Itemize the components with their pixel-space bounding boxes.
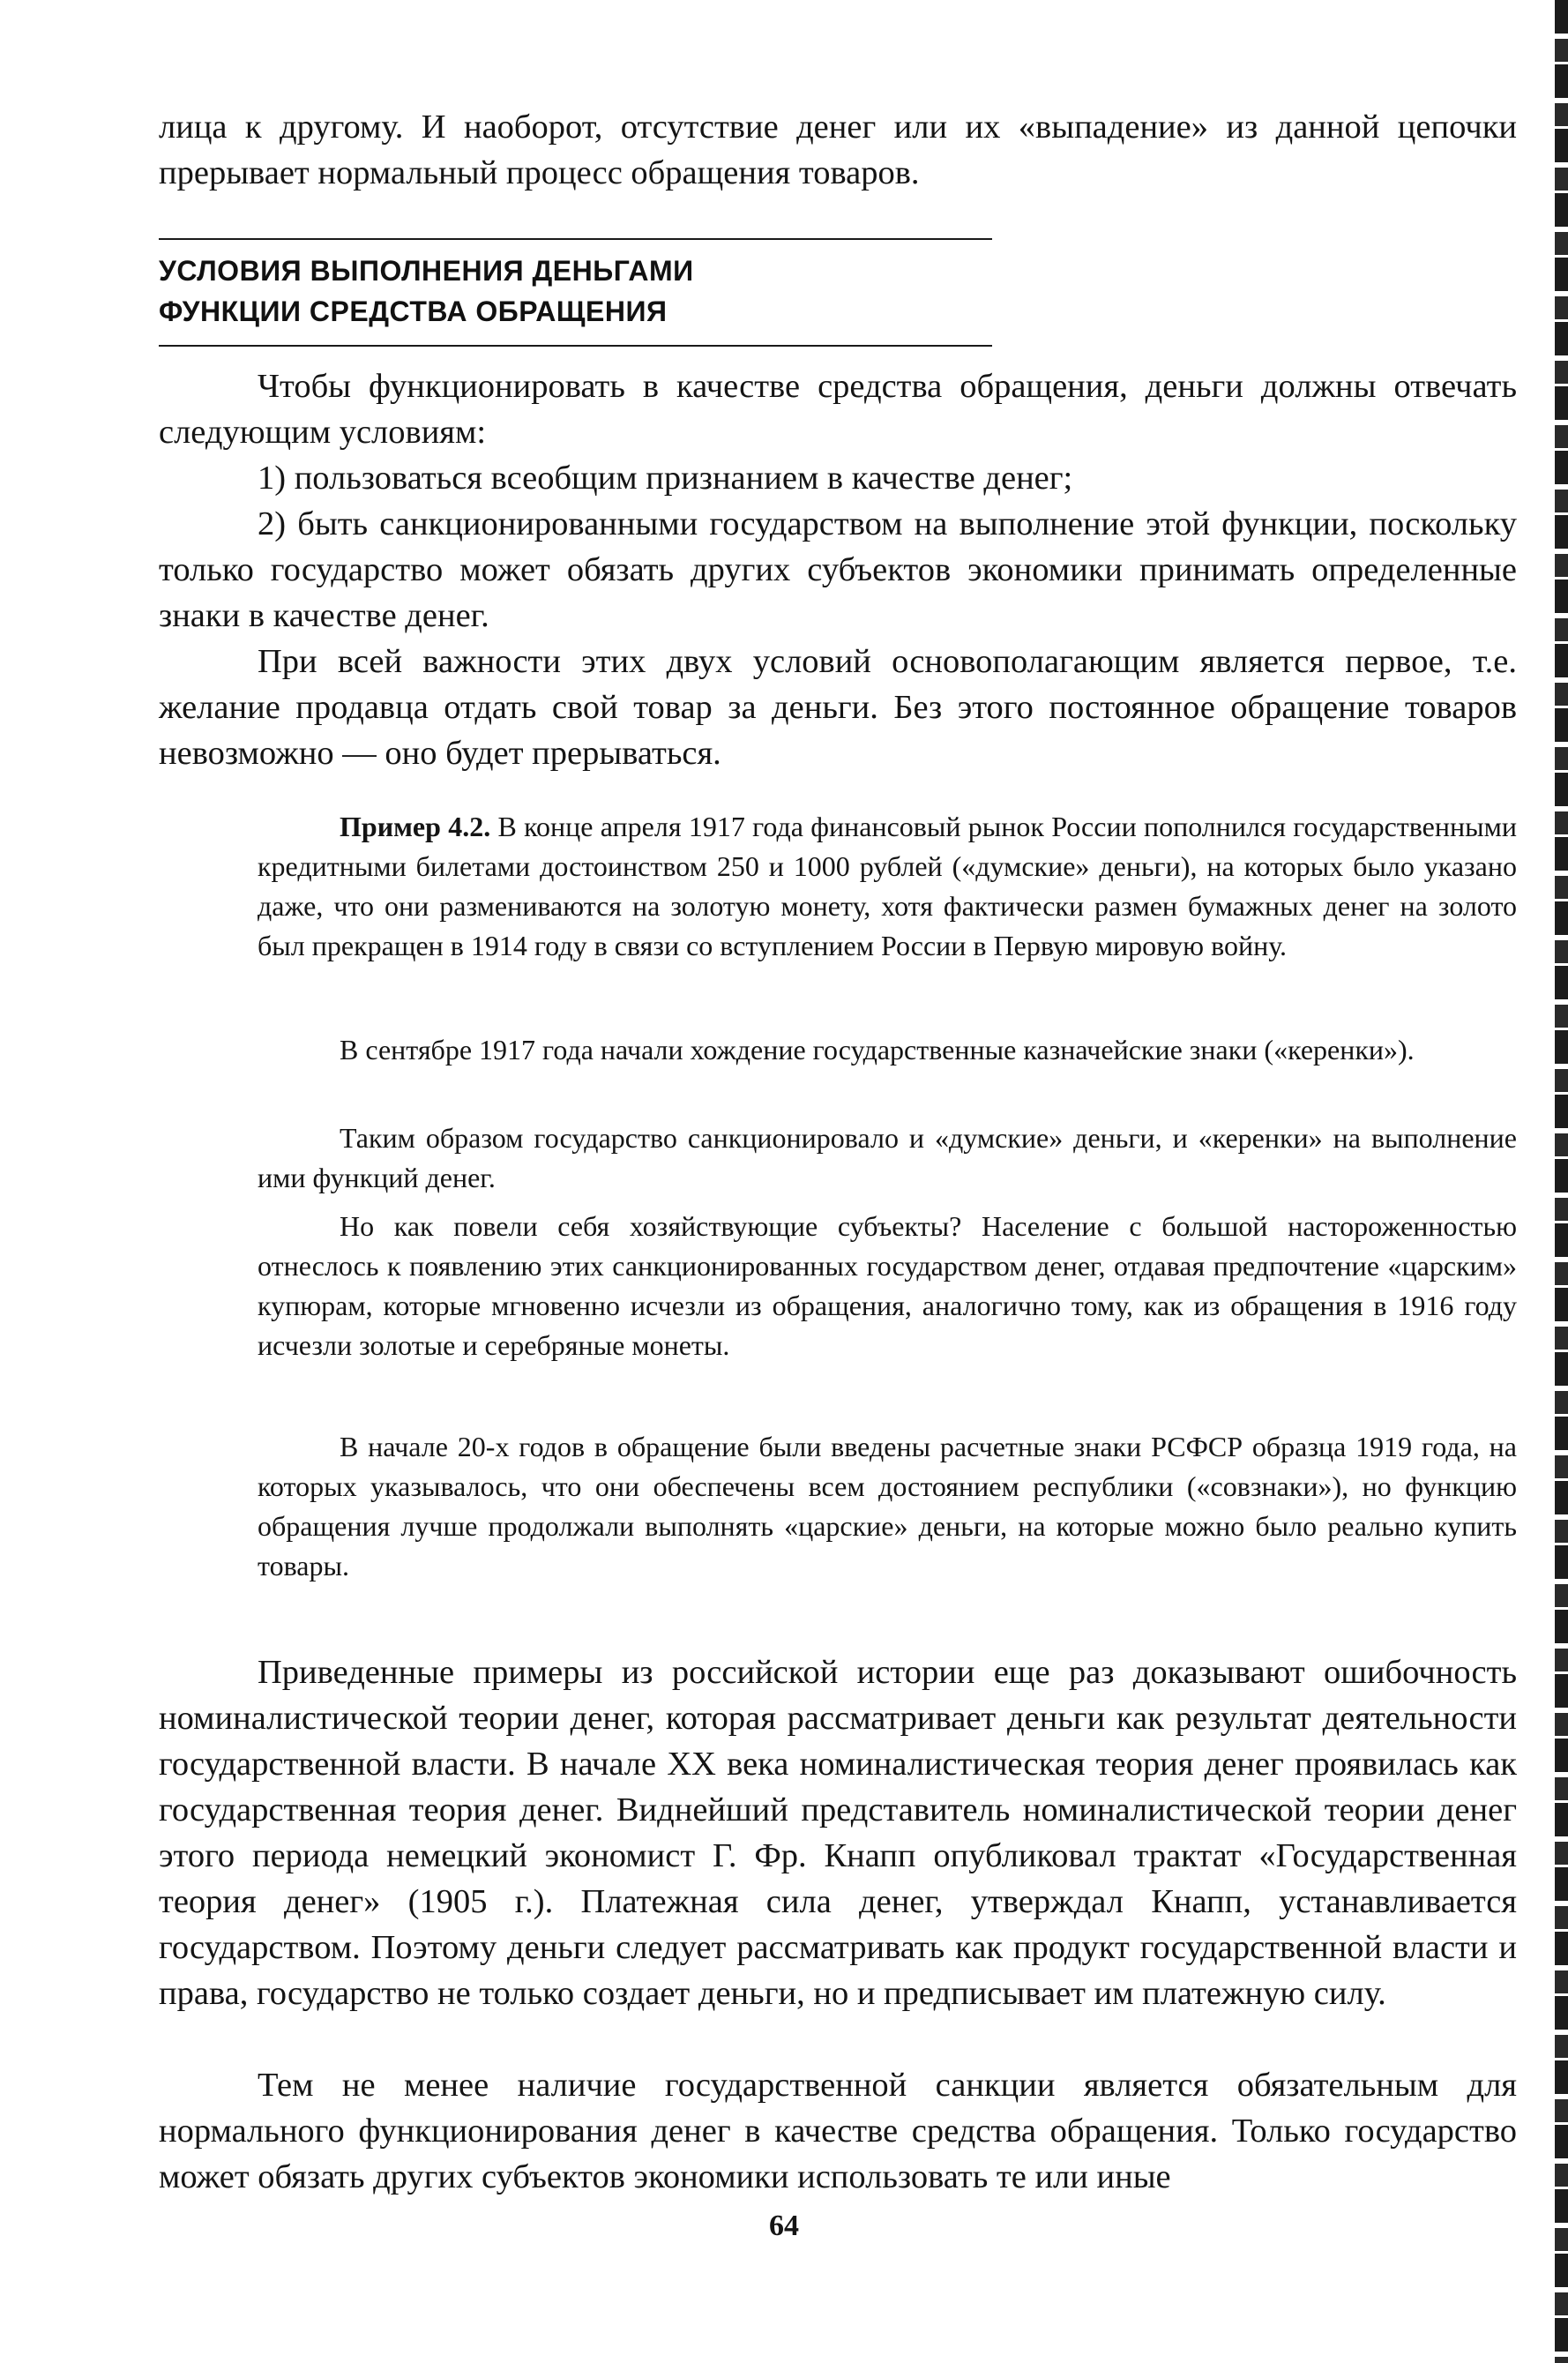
scan-edge-mark	[1555, 0, 1568, 2363]
condition-2: 2) быть санкционированными государством на выполнение этой функции, поскольку только государство может обязать других субъектов экономики принимать определенные знаки в качестве денег.	[159, 505, 1517, 634]
example-paragraph-2: В сентябре 1917 года начали хождение государственные казначейские знаки («керенки»).	[340, 1034, 1415, 1066]
section-title	[159, 251, 992, 332]
example-text-1: В конце апреля 1917 года финансовый рынок России пополнился государственными кредитными билетами достоинством 250 и 1000 рублей («думские» деньги), на которых было указано даже, что они размениваются на золотую монету, хотя фактически размен бумажных денег на золото был прекращен в 1914 году в связи со вступлением России в Первую мировую войну.	[258, 811, 1518, 961]
section-bottom-rule	[159, 345, 992, 347]
example-paragraph-3: Таким образом государство санкционировало и «думские» деньги, и «керенки» на выполнение ими функций денег.	[258, 1122, 1517, 1193]
continuation-paragraph: лица к другому. И наоборот, отсутствие денег или их «выпадение» из данной цепочки прерывает нормальный процесс обращения товаров.	[159, 108, 1517, 191]
body-paragraph-1: Чтобы функционировать в качестве средства обращения, деньги должны отвечать следующим условиям:	[159, 368, 1517, 451]
example-label: Пример 4.2.	[340, 811, 491, 842]
section-top-rule	[159, 238, 992, 240]
conclusion-paragraph-1: Приведенные примеры из российской истории еще раз доказывают ошибочность номиналистической теории денег, которая рассматривает деньги как результат деятельности государственной власти. В начале XX века номиналистическая теория денег проявилась как государственная теория денег. Виднейший представитель номиналистической теории денег этого периода немецкий экономист Г. Фр. Кнапп опубликовал трактат «Государственная теория денег» (1905 г.). Платежная сила денег, утверждал Кнапп, устанавливается государством. Поэтому деньги следует рассматривать как продукт государственной власти и права, государство не только создает деньги, но и предписывает им платежную силу.	[159, 1654, 1517, 2012]
conclusion-paragraph-2: Тем не менее наличие государственной санкции является обязательным для нормального функционирования денег в качестве средства обращения. Только государство может обязать других субъектов экономики использовать те или иные	[159, 2067, 1517, 2195]
example-paragraph-1	[258, 807, 1517, 966]
condition-1: 1) пользоваться всеобщим признанием в качестве денег;	[258, 460, 1073, 497]
body-paragraph-4: При всей важности этих двух условий основополагающим является первое, т.е. желание продавца отдать свой товар за деньги. Без этого постоянное обращение товаров невозможно — оно будет прерываться.	[159, 643, 1517, 772]
section-title-line-2: ФУНКЦИИ СРЕДСТВА ОБРАЩЕНИЯ	[159, 295, 668, 327]
example-paragraph-4: Но как повели себя хозяйствующие субъекты? Население с большой настороженностью отнеслось к появлению этих санкционированных государством денег, отдавая предпочтение «царским» купюрам, которые мгновенно исчезли из обращения, аналогично тому, как из обращения в 1916 году исчезли золотые и серебряные монеты.	[258, 1210, 1517, 1361]
example-paragraph-5: В начале 20-х годов в обращение были введены расчетные знаки РСФСР образца 1919 года, на которых указывалось, что они обеспечены всем достоянием республики («совзнаки»), но функцию обращения лучше продолжали выполнять «царские» деньги, на которые можно было реально купить товары.	[258, 1431, 1517, 1582]
section-title-line-1: УСЛОВИЯ ВЫПОЛНЕНИЯ ДЕНЬГАМИ	[159, 255, 694, 287]
page-number: 64	[769, 2210, 799, 2242]
